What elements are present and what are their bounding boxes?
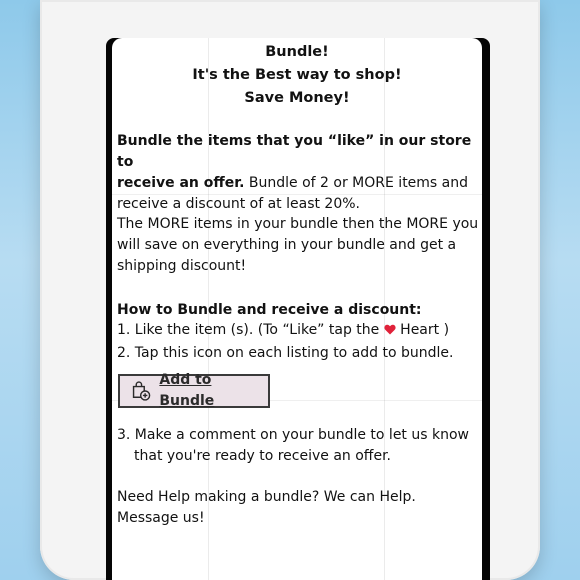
how-to-title: How to Bundle and receive a discount: — [117, 302, 422, 318]
step-3-line-1: 3. Make a comment on your bundle to let us know — [117, 427, 469, 443]
offer-bold-line-2: receive an offer. — [117, 175, 245, 191]
savings-line-1: The MORE items in your bundle then the MORE you — [117, 216, 479, 232]
offer-paragraph — [117, 131, 482, 215]
savings-paragraph — [117, 214, 482, 277]
step-1-text-end: Heart ) — [395, 322, 450, 338]
step-3-line-2: that you're ready to receive an offer. — [134, 448, 391, 464]
savings-line-2: will save on everything in your bundle and get a — [117, 237, 457, 253]
screenshot-content — [112, 38, 482, 580]
title-line-1: Bundle! — [265, 44, 329, 60]
step-3 — [117, 425, 482, 467]
savings-line-3: shipping discount! — [117, 258, 247, 274]
offer-line-2-rest: Bundle of 2 or MORE items and — [244, 175, 469, 191]
add-to-bundle-button[interactable] — [118, 374, 270, 408]
title-line-2: It's the Best way to shop! — [192, 67, 402, 83]
add-to-bundle-label: Add to Bundle — [159, 372, 215, 409]
bag-plus-icon — [130, 380, 151, 402]
offer-line-3: receive a discount of at least 20%. — [117, 196, 361, 212]
offer-line-2 — [117, 173, 482, 194]
heart-icon — [384, 324, 396, 335]
help-paragraph — [117, 487, 482, 529]
step-2: 2. Tap this icon on each listing to add to bundle. — [117, 345, 454, 361]
title-line-3: Save Money! — [244, 90, 350, 106]
offer-bold-line-1: Bundle the items that you “like” in our store to — [117, 133, 472, 170]
step-1-text: 1. Like the item (s). (To “Like” tap the — [117, 322, 384, 338]
help-line-2: Message us! — [117, 510, 205, 526]
help-line-1: Need Help making a bundle? We can Help. — [117, 489, 416, 505]
step-1 — [117, 320, 482, 341]
page-title — [112, 38, 482, 110]
